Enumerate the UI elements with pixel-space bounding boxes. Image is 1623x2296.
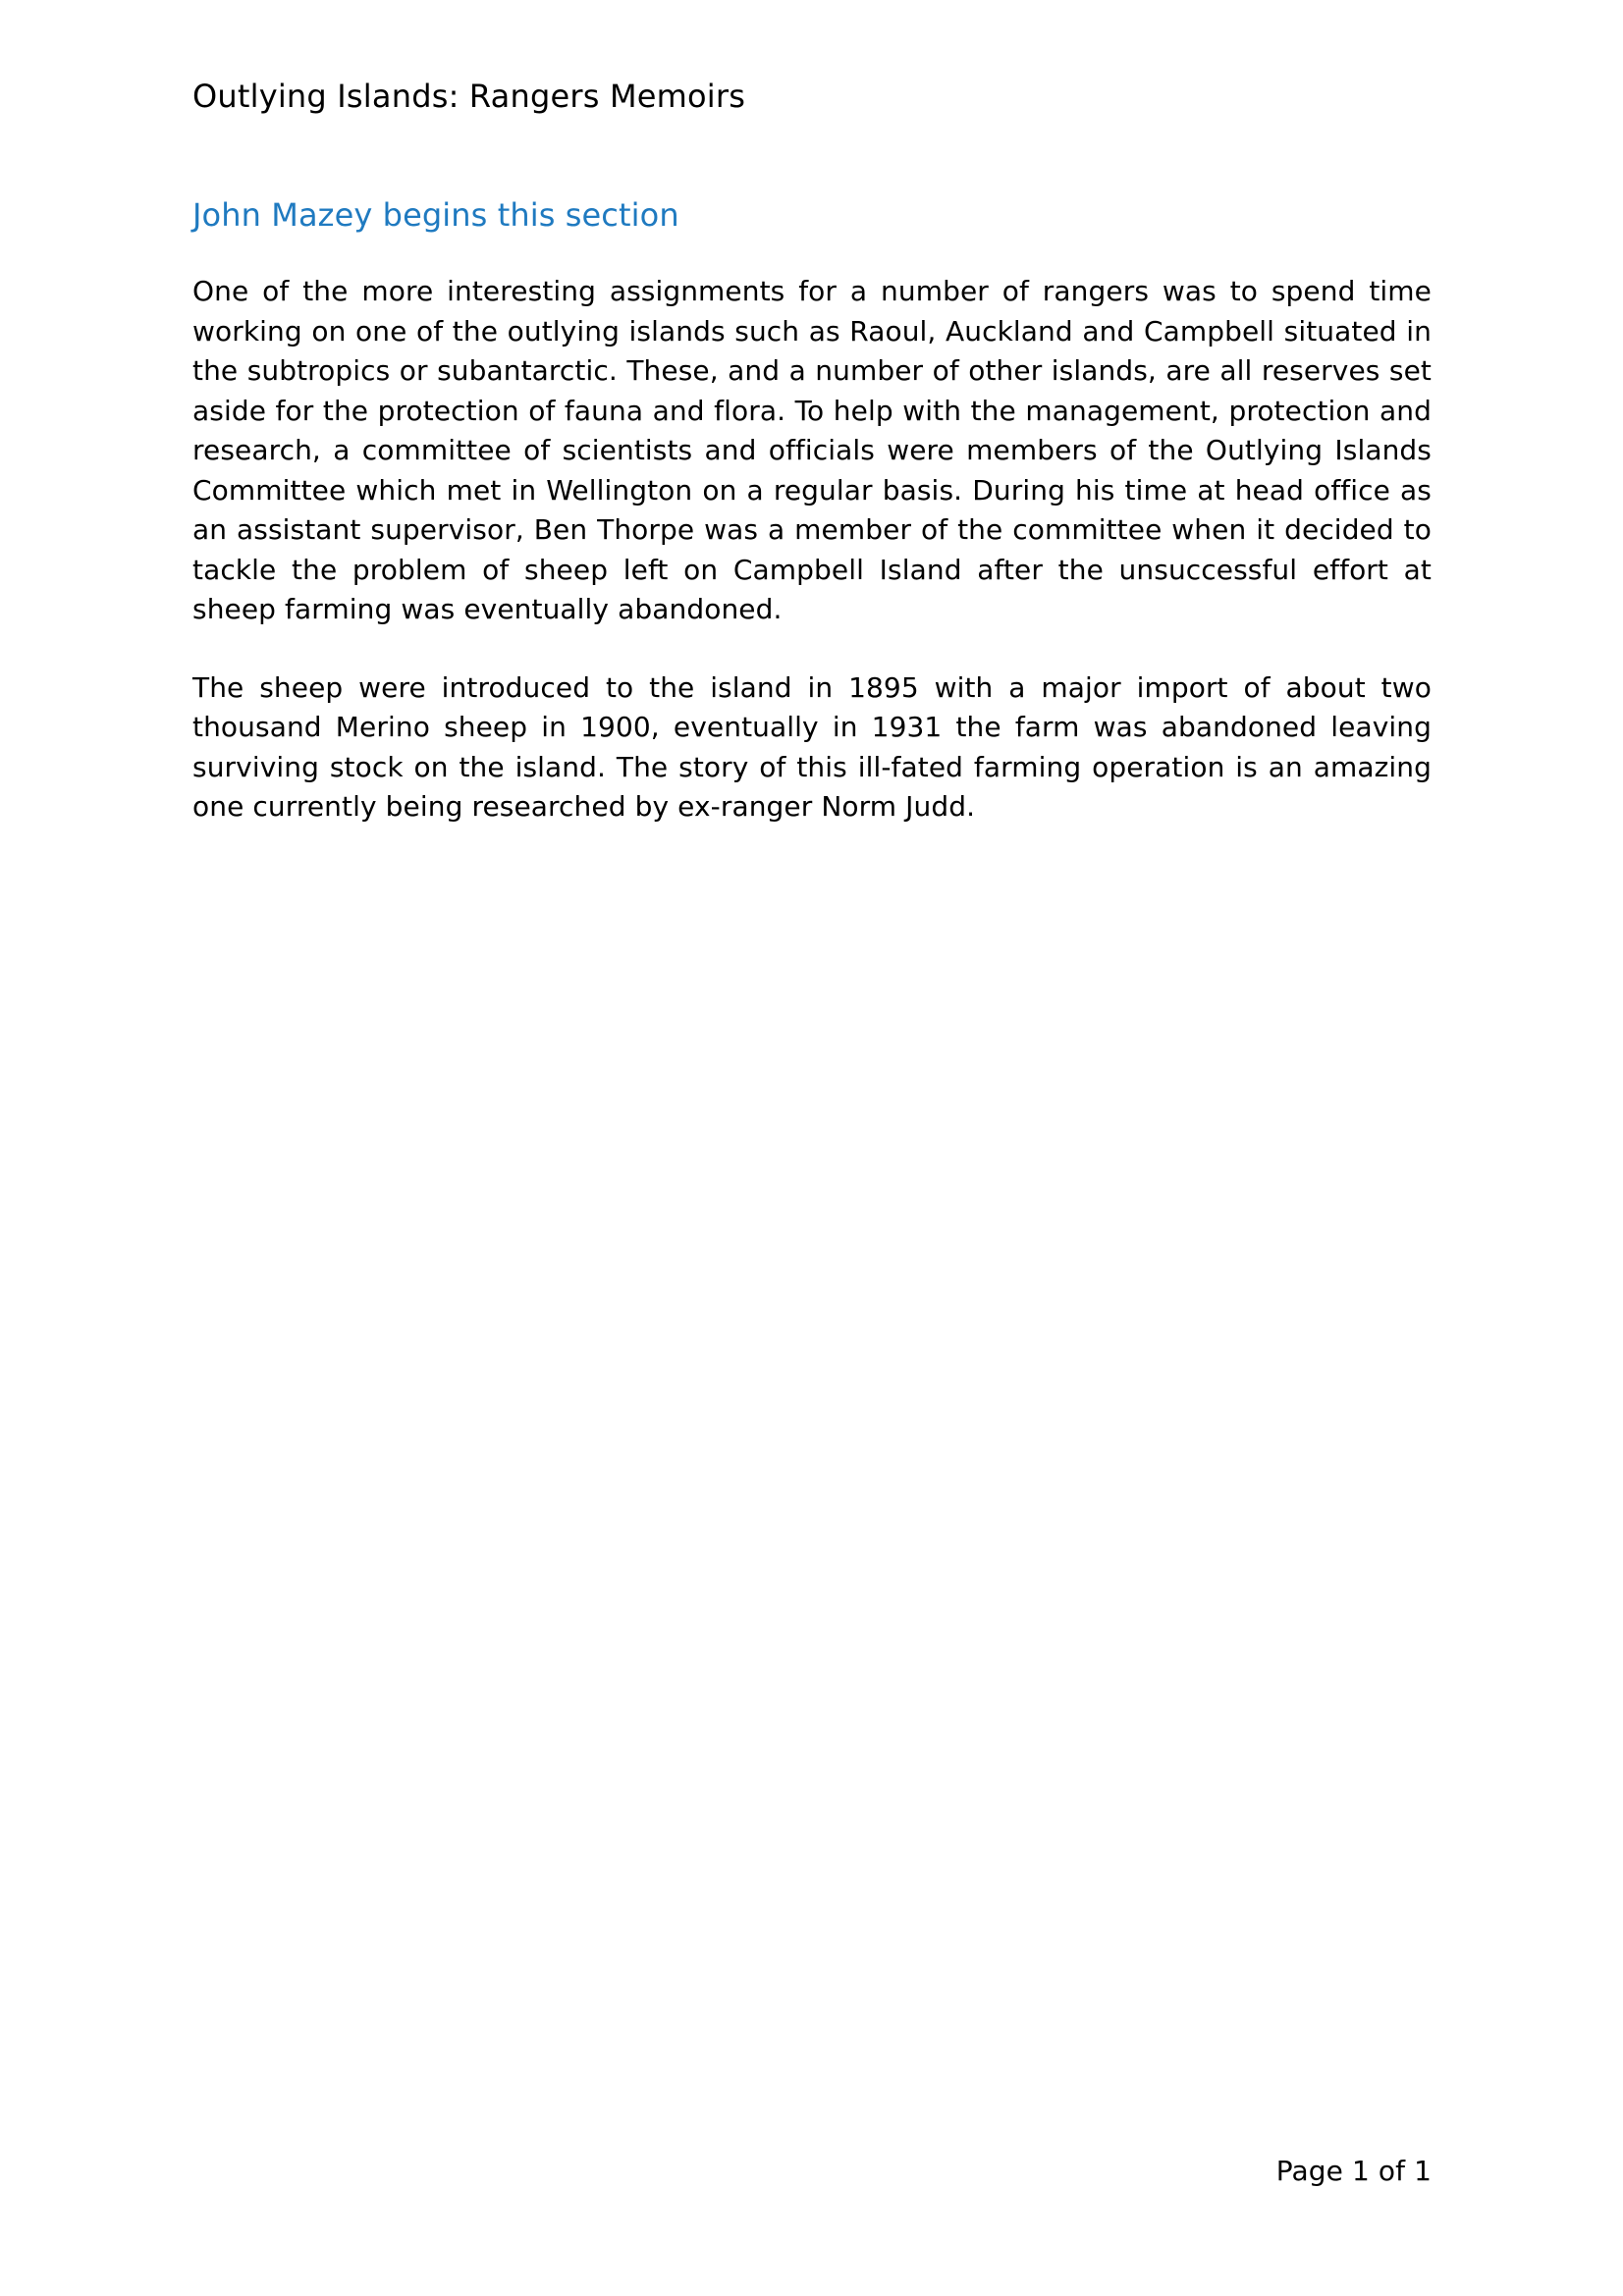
paragraph-1: One of the more interesting assignments for a number of rangers was to spend time working on one of the outlying islands such as Raoul, Auckland and Campbell situated in the subtropics or subantarctic. These, and a number of other islands, are all reserves set aside for the protection of fauna and flora. To help with the management, protection and research, a committee of scientists and officials were members of the Outlying Islands Committee which met in Wellington on a regular basis. During his time at head office as an assistant supervisor, Ben Thorpe was a member of the committee when it decided to tackle the problem of sheep left on Campbell Island after the unsuccessful effort at sheep farming was eventually abandoned. xyxy=(192,275,1432,626)
page-title: Outlying Islands: Rangers Memoirs xyxy=(192,78,746,115)
section-heading: John Mazey begins this section xyxy=(192,196,679,234)
paragraph-2: The sheep were introduced to the island in 1895 with a major import of about two thousand Merino sheep in 1900, eventually in 1931 the farm was abandoned leaving surviving stock on the island. The story of this ill-fated farming operation is an amazing one currently being researched by ex-ranger Norm Judd. xyxy=(192,670,1432,824)
page-footer: Page 1 of 1 xyxy=(1275,2155,1432,2187)
page-content xyxy=(192,0,1432,828)
